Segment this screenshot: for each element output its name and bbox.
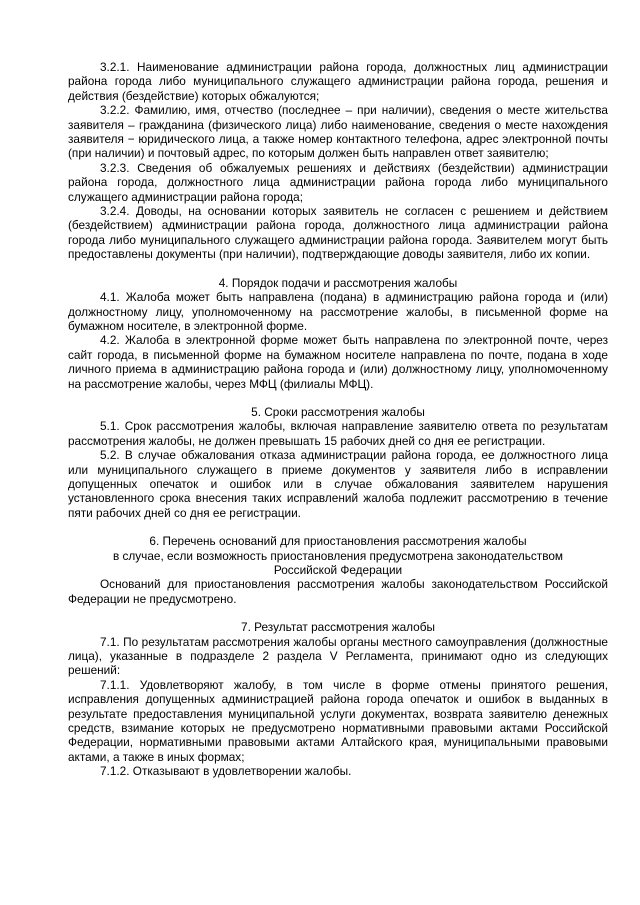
section-6-heading-line-2: в случае, если возможность приостановления предусмотрена законодательством [112, 548, 564, 563]
section-5-heading: 5. Сроки рассмотрения жалобы [251, 404, 425, 419]
section-gap [68, 262, 608, 276]
paragraph-6: Оснований для приостановления рассмотрения жалобы законодательством Российской Федерации не предусмотрено. [68, 577, 608, 606]
paragraph-7-1-2: 7.1.2. Отказывают в удовлетворении жалобы. [100, 764, 352, 779]
paragraph-4-1: 4.1. Жалоба может быть направлена (подана) в администрацию района города и (или) должностному лицу, уполномоченному на рассмотрение жалобы, в письменной форме на бумажном носителе, в электронной форме. [68, 290, 608, 333]
section-gap [68, 520, 608, 534]
paragraph-3-2-3: 3.2.3. Сведения об обжалуемых решениях и действиях (бездействии) администрации района города, должностного лица администрации района города либо муниципального служащего администрации района города; [68, 160, 608, 204]
section-gap [68, 606, 608, 620]
section-7-heading: 7. Результат рассмотрения жалобы [241, 620, 435, 635]
paragraph-7-1-1: 7.1.1. Удовлетворяют жалобу, в том числе в форме отмены принятого решения, исправления допущенных администрацией района города опечаток и ошибок в выданных в результате предоставления муниципальной услуги документах, возврата заявителю денежных средств, взимание которых не предусмотрено нормативными правовыми актами Российской Федерации, нормативными правовыми актами Алтайского края, муниципальными правовыми актами, а также в иных формах; [68, 677, 608, 764]
paragraph-5-1: 5.1. Срок рассмотрения жалобы, включая направление заявителю ответа по результатам рассмотрения жалобы, не должен превышать 15 рабочих дней со дня ее регистрации. [68, 419, 608, 448]
paragraph-3-2-4: 3.2.4. Доводы, на основании которых заявитель не согласен с решением и действием (бездействием) администрации района города, должностного лица администрации района города либо муниципального служащего администрации района города. Заявителем могут быть предоставлены документы (при наличии), подтверждающие доводы заявителя, либо их копии. [68, 204, 608, 262]
paragraph-3-2-1: 3.2.1. Наименование администрации района города, должностных лиц администрации района города либо муниципального служащего администрации района города, решения и действия (бездействие) которых обжалуются; [68, 60, 608, 103]
document-page [68, 60, 608, 779]
section-gap [68, 391, 608, 405]
section-6-heading-line-1: 6. Перечень оснований для приостановления рассмотрения жалобы [149, 534, 527, 549]
section-4-heading: 4. Порядок подачи и рассмотрения жалобы [218, 275, 458, 290]
paragraph-5-2: 5.2. В случае обжалования отказа администрации района города, ее должностного лица или муниципального служащего в приеме документов у заявителя либо в исправлении допущенных опечаток и ошибок или в случае обжалования заявителем нарушения установленного срока внесения таких исправлений жалоба подлежит рассмотрению в течение пяти рабочих дней со дня ее регистрации. [68, 448, 608, 520]
paragraph-4-2: 4.2. Жалоба в электронной форме может быть направлена по электронной почте, через сайт города, в письменной форме на бумажном носителе направлена по почте, подана в ходе личного приема в администрацию района города и (или) должностному лицу, уполномоченному на рассмотрение жалобы, через МФЦ (филиалы МФЦ). [68, 333, 608, 391]
paragraph-3-2-2: 3.2.2. Фамилию, имя, отчество (последнее – при наличии), сведения о месте жительства заявителя – гражданина (физического лица) либо наименование, сведения о месте нахождения заявителя − юридического лица, а также номер контактного телефона, адрес электронной почты (при наличии) и почтовый адрес, по которым должен быть направлен ответ заявителю; [68, 103, 608, 161]
paragraph-7-1: 7.1. По результатам рассмотрения жалобы органы местного самоуправления (должностные лица), указанные в подразделе 2 раздела V Регламента, принимают одно из следующих решений: [68, 634, 608, 678]
section-6-heading-line-3: Российской Федерации [273, 563, 403, 577]
